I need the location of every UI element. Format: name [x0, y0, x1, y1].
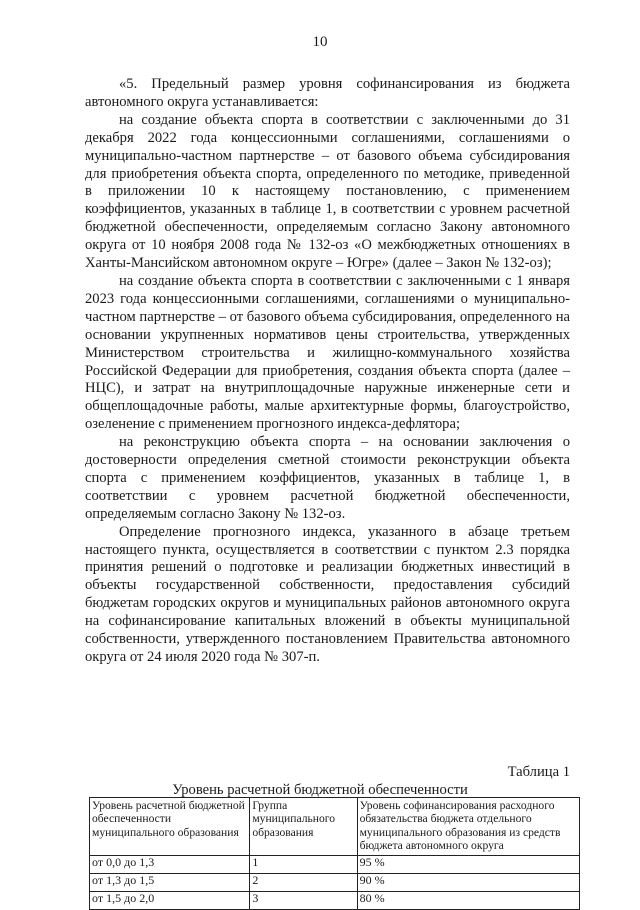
table-header-cell: Уровень расчетной бюджетной обеспеченности муниципального образования	[90, 798, 250, 856]
paragraph-concession-until-2022: на создание объекта спорта в соответствии с заключенными до 31 декабря 2022 года концессионными соглашениями, соглашениями о муниципально-частном партнерстве – от базового объема субсидирования для приобретения объекта спорта, определенного по методике, приведенной в приложении 10 к настоящему постановлению, с применением коэффициентов, указанных в таблице 1, в соответствии с уровнем расчетной бюджетной обеспеченности, определяемым согласно Закону автономного округа от 10 ноября 2008 года № 132-оз «О межбюджетных отношениях в Ханты-Мансийском автономном округе – Югре» (далее – Закон № 132-оз);	[85, 111, 570, 272]
document-body	[85, 76, 570, 667]
table-title: Уровень расчетной бюджетной обеспеченности	[172, 782, 468, 798]
table-cell: от 0,0 до 1,3	[90, 855, 250, 873]
table-caption: Таблица 1	[507, 764, 570, 780]
table-row	[90, 855, 580, 873]
paragraph-concession-from-2023: на создание объекта спорта в соответствии с заключенными с 1 января 2023 года концессионными соглашениями, соглашениями о муниципально-частном партнерстве – от базового объема субсидирования, определенного на основании укрупненных нормативов цены строительства, утвержденных Министерством строительства и жилищно-коммунального хозяйства Российской Федерации для приобретения, создания объекта спорта (далее – НЦС), и затрат на внутриплощадочные наружные инженерные сети и общеплощадочные работы, малые архитектурные формы, благоустройство, озеленение с применением прогнозного индекса-дефлятора;	[85, 272, 570, 433]
table-row	[90, 891, 580, 909]
paragraph-reconstruction: на реконструкцию объекта спорта – на основании заключения о достоверности определения сметной стоимости реконструкции объекта спорта с применением коэффициентов, указанных в таблице 1, в соответствии с уровнем расчетной бюджетной обеспеченности, определяемым согласно Закону № 132-оз.	[85, 434, 570, 522]
table-cell: от 1,5 до 2,0	[90, 891, 250, 909]
table-cell: 3	[250, 891, 357, 909]
table-cell: 2	[250, 873, 357, 891]
cofinancing-table	[89, 797, 580, 910]
table-header-row	[90, 798, 580, 856]
table-header-cell: Уровень софинансирования расходного обязательства бюджета отдельного муниципального образования из средств бюджета автономного округа	[357, 798, 579, 856]
table-header-cell: Группа муниципального образования	[250, 798, 357, 856]
table-cell: 1	[250, 855, 357, 873]
table-cell: от 1,3 до 1,5	[90, 873, 250, 891]
table-cell: 95 %	[357, 855, 579, 873]
page-number: 10	[312, 34, 328, 50]
table-cell: 90 %	[357, 873, 579, 891]
table-cell: 80 %	[357, 891, 579, 909]
paragraph-forecast-index: Определение прогнозного индекса, указанного в абзаце третьем настоящего пункта, осуществляется в соответствии с пунктом 2.3 порядка принятия решений о подготовке и реализации бюджетных инвестиций в объекты государственной собственности, предоставления субсидий бюджетам городских округов и муниципальных районов автономного округа на софинансирование капитальных вложений в объекты муниципальной собственности, утвержденного постановлением Правительства автономного округа от 24 июля 2020 года № 307-п.	[85, 523, 570, 665]
table-row	[90, 873, 580, 891]
paragraph-intro: «5. Предельный размер уровня софинансирования из бюджета автономного округа устанавливается:	[85, 76, 570, 110]
